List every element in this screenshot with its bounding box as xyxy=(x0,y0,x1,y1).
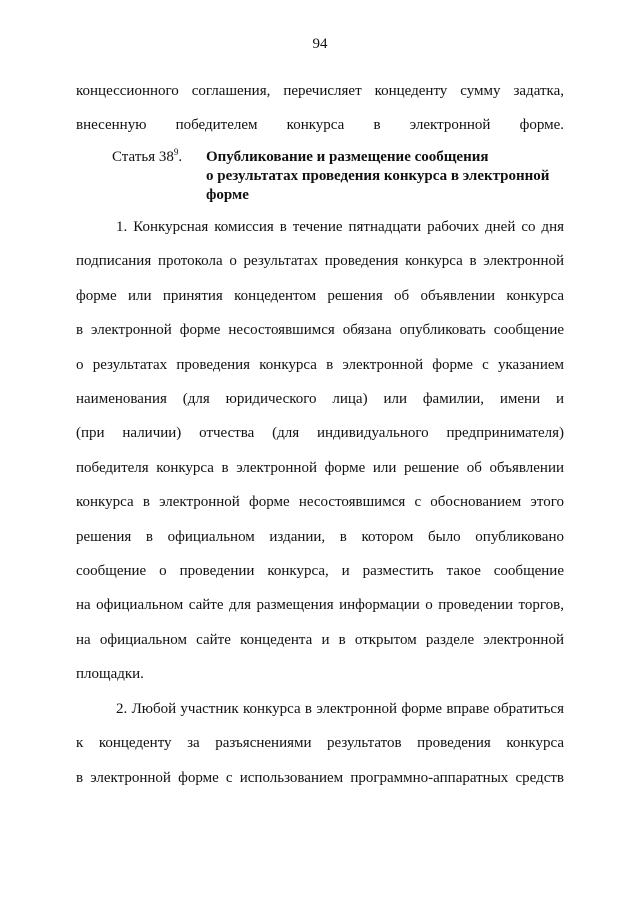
text-line: к концеденту за разъяснениями результатов проведения конкурса xyxy=(76,735,564,752)
text-line: на официальном сайте концедента и в открытом разделе электронной xyxy=(76,631,564,648)
text-line: сообщение о проведении конкурса, и разместить такое сообщение xyxy=(76,563,564,580)
text-line: решения в официальном издании, в котором было опубликовано xyxy=(76,528,564,545)
text-line: 2. Любой участник конкурса в электронной форме вправе обратиться xyxy=(116,701,564,717)
text-line: 1. Конкурсная комиссия в течение пятнадцати рабочих дней со дня xyxy=(116,219,564,235)
paragraph-1 xyxy=(76,210,564,692)
intro-paragraph xyxy=(76,74,564,143)
text-line: форме или принятия концедентом решения об объявлении конкурса xyxy=(76,287,564,304)
text-line: о результатах проведения конкурса в электронной форме с указанием xyxy=(76,356,564,373)
article-title xyxy=(206,148,576,205)
page-number: 94 xyxy=(312,36,328,52)
text-line: подписания протокола о результатах проведения конкурса в электронной xyxy=(76,253,564,270)
text-line: в электронной форме несостоявшимся обязана опубликовать сообщение xyxy=(76,322,564,339)
text-line: наименования (для юридического лица) или фамилии, имени и xyxy=(76,391,564,408)
text-line: площадки. xyxy=(76,666,144,683)
text-line: концессионного соглашения, перечисляет концеденту сумму задатка, xyxy=(76,83,564,99)
article-label-superscript: 9 xyxy=(173,147,179,157)
article-label: Статья $38^9$. xyxy=(112,147,183,165)
article-title-line: Опубликование и размещение сообщения xyxy=(206,149,489,165)
article-title-line: форме xyxy=(206,187,249,203)
text-line: (при наличии) отчества (для индивидуального предпринимателя) xyxy=(76,425,564,442)
text-line: на официальном сайте для размещения информации о проведении торгов, xyxy=(76,597,564,614)
paragraph-2 xyxy=(76,692,564,795)
text-line: конкурса в электронной форме несостоявшимся с обоснованием этого xyxy=(76,494,564,511)
article-title-line: о результатах проведения конкурса в электронной xyxy=(206,168,550,184)
text-line: победителя конкурса в электронной форме или решение об объявлении xyxy=(76,459,564,476)
text-line: внесенную победителем конкурса в электронной форме. xyxy=(76,117,564,134)
text-line: в электронной форме с использованием программно-аппаратных средств xyxy=(76,769,564,786)
